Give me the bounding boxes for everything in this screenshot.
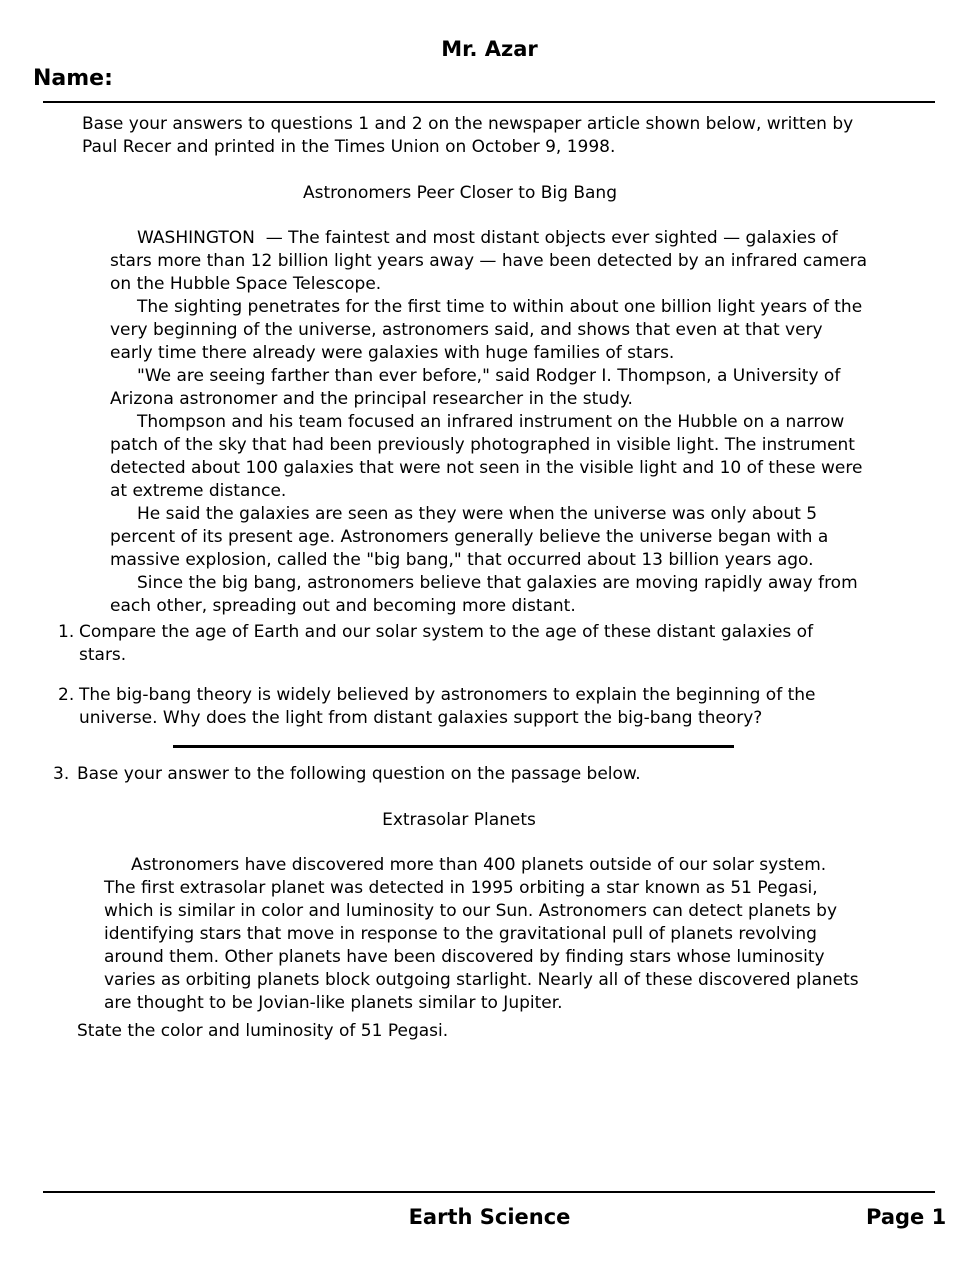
passage-line: are thought to be Jovian-like planets similar to Jupiter.	[104, 993, 563, 1013]
question-1-number: 1.	[58, 622, 75, 642]
question-1-line: Compare the age of Earth and our solar system to the age of these distant galaxies of	[79, 622, 814, 642]
question-3-number: 3.	[53, 764, 70, 784]
passage-line: Astronomers have discovered more than 400 planets outside of our solar system.	[104, 855, 827, 875]
article-line: WASHINGTON — The faintest and most distant objects ever sighted — galaxies of	[110, 228, 838, 248]
article-line: He said the galaxies are seen as they were when the universe was only about 5	[110, 504, 818, 524]
question-1-line: stars.	[79, 645, 127, 665]
question-2-text	[79, 684, 816, 730]
question-2-line: universe. Why does the light from distant galaxies support the big-bang theory?	[79, 708, 763, 728]
passage-body	[104, 854, 859, 1015]
article-line: Thompson and his team focused an infrared instrument on the Hubble on a narrow	[110, 412, 845, 432]
question-2-number: 2.	[58, 685, 75, 705]
question-3-prompt: State the color and luminosity of 51 Pegasi.	[77, 1021, 449, 1041]
article-body	[110, 227, 867, 618]
article-line: stars more than 12 billion light years away — have been detected by an infrared camera	[110, 251, 868, 271]
student-name-label: Name:	[33, 66, 113, 91]
teacher-name: Mr. Azar	[441, 37, 538, 61]
article-line: at extreme distance.	[110, 481, 287, 501]
footer-page-number: Page 1	[866, 1205, 947, 1229]
article-title: Astronomers Peer Closer to Big Bang	[303, 183, 617, 203]
question-1-text	[79, 621, 813, 667]
article-line: massive explosion, called the "big bang," that occurred about 13 billion years ago.	[110, 550, 814, 570]
article-line: early time there already were galaxies with huge families of stars.	[110, 343, 675, 363]
intro-line-1: Base your answers to questions 1 and 2 on the newspaper article shown below, written by	[82, 114, 854, 134]
footer-subject: Earth Science	[408, 1205, 571, 1229]
passage-line: which is similar in color and luminosity to our Sun. Astronomers can detect planets by	[104, 901, 838, 921]
passage-line: identifying stars that move in response to the gravitational pull of planets revolving	[104, 924, 817, 944]
passage-line: around them. Other planets have been discovered by finding stars whose luminosity	[104, 947, 825, 967]
passage-line: varies as orbiting planets block outgoing starlight. Nearly all of these discovered planets	[104, 970, 859, 990]
question-3-intro: Base your answer to the following question on the passage below.	[77, 764, 641, 784]
passage-line: The first extrasolar planet was detected in 1995 orbiting a star known as 51 Pegasi,	[104, 878, 818, 898]
article-line: Arizona astronomer and the principal researcher in the study.	[110, 389, 633, 409]
section-divider	[173, 745, 734, 748]
article-line: detected about 100 galaxies that were not seen in the visible light and 10 of these were	[110, 458, 863, 478]
article-line: each other, spreading out and becoming more distant.	[110, 596, 576, 616]
header-divider	[43, 101, 935, 103]
article-line: "We are seeing farther than ever before," said Rodger I. Thompson, a University of	[110, 366, 841, 386]
passage-title: Extrasolar Planets	[382, 810, 536, 830]
question-2-line: The big-bang theory is widely believed by astronomers to explain the beginning of the	[79, 685, 816, 705]
article-line: on the Hubble Space Telescope.	[110, 274, 382, 294]
article-line: percent of its present age. Astronomers generally believe the universe began with a	[110, 527, 829, 547]
article-line: patch of the sky that had been previously photographed in visible light. The instrument	[110, 435, 855, 455]
footer-divider	[43, 1191, 935, 1193]
article-line: The sighting penetrates for the first time to within about one billion light years of the	[110, 297, 863, 317]
article-line: Since the big bang, astronomers believe that galaxies are moving rapidly away from	[110, 573, 858, 593]
intro-line-2: Paul Recer and printed in the Times Union on October 9, 1998.	[82, 137, 616, 157]
article-line: very beginning of the universe, astronomers said, and shows that even at that very	[110, 320, 823, 340]
